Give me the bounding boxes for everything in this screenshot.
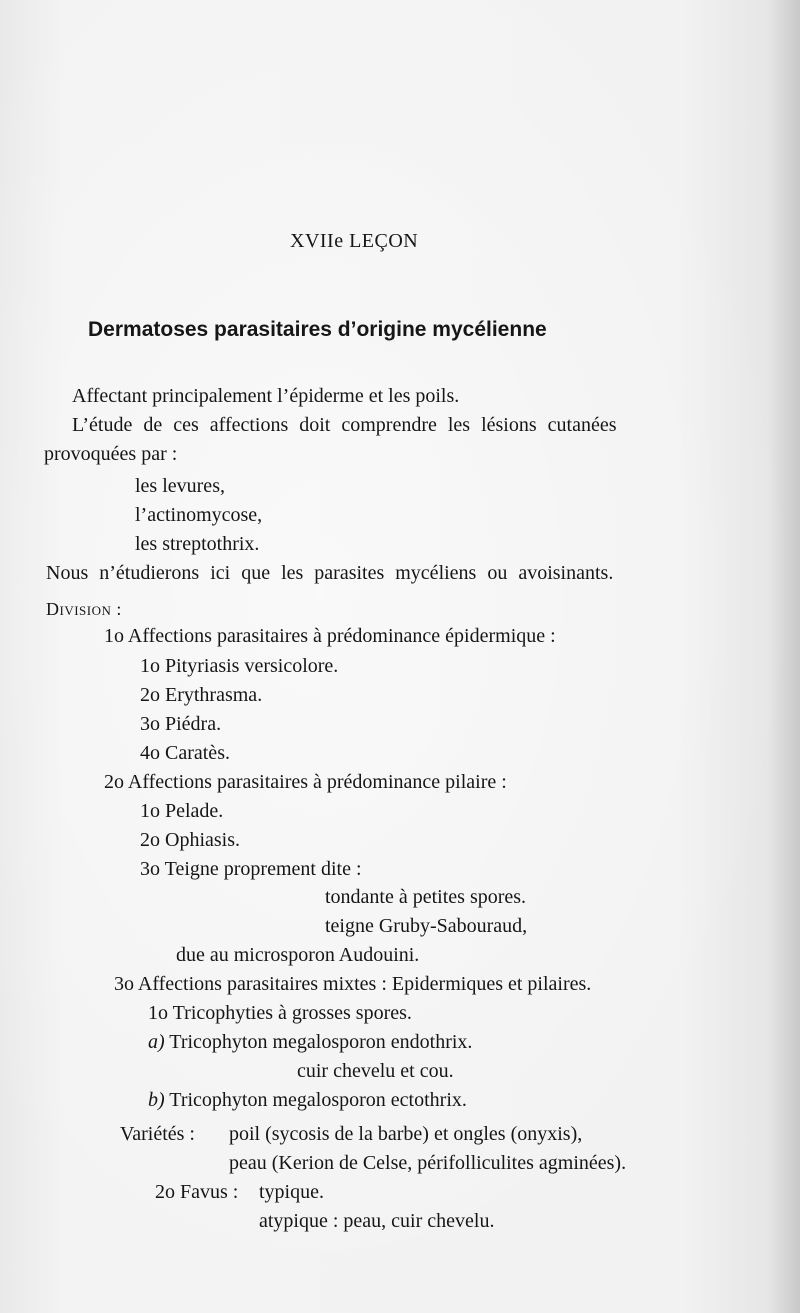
- lesson-heading: XVIIe LEÇON: [290, 230, 419, 252]
- group-2-item: 3o Teigne proprement dite :: [140, 858, 362, 880]
- variant-a-text: Tricophyton megalosporon endothrix.: [164, 1031, 473, 1053]
- teigne-line: teigne Gruby-Sabouraud,: [325, 915, 528, 937]
- division-label: Division :: [46, 599, 122, 619]
- group-1-label: 1o Affections parasitaires à prédominance épidermique :: [104, 625, 556, 647]
- teigne-line: due au microsporon Audouini.: [176, 944, 420, 966]
- variant-b-text: Tricophyton megalosporon ectothrix.: [164, 1089, 467, 1111]
- varietes-line: poil (sycosis de la barbe) et ongles (onyxis),: [229, 1123, 583, 1145]
- favus-label: 2o Favus :: [155, 1181, 239, 1203]
- varietes-label: Variétés :: [120, 1123, 195, 1145]
- group-2-item: 1o Pelade.: [140, 800, 224, 822]
- group-3-item: 1o Tricophyties à grosses spores.: [148, 1002, 412, 1024]
- chapter-title: Dermatoses parasitaires d’origine mycélienne: [88, 318, 547, 341]
- variant-a: [148, 1030, 472, 1054]
- cause-item: les levures,: [135, 475, 225, 497]
- favus-line: typique.: [259, 1181, 324, 1203]
- varietes-line: peau (Kerion de Celse, périfolliculites agminées).: [229, 1152, 627, 1174]
- teigne-line: tondante à petites spores.: [325, 886, 527, 908]
- intro-line-2: L’étude de ces affections doit comprendre les lésions cutanées: [72, 414, 617, 436]
- group-1-item: 4o Caratès.: [140, 742, 230, 764]
- variant-b-marker: b): [148, 1089, 165, 1111]
- group-2-label: 2o Affections parasitaires à prédominance pilaire :: [104, 771, 507, 793]
- cause-item: l’actinomycose,: [135, 504, 263, 526]
- intro-line-3: provoquées par :: [44, 443, 178, 465]
- group-2-item: 2o Ophiasis.: [140, 829, 240, 851]
- variant-a-continuation: cuir chevelu et cou.: [297, 1060, 454, 1082]
- group-3-label: 3o Affections parasitaires mixtes : Epidermiques et pilaires.: [114, 973, 592, 995]
- intro-line-1: Affectant principalement l’épiderme et les poils.: [72, 385, 460, 407]
- variant-a-marker: a): [148, 1031, 165, 1053]
- variant-b: [148, 1088, 467, 1112]
- cause-item: les streptothrix.: [135, 533, 260, 555]
- group-1-item: 1o Pityriasis versicolore.: [140, 655, 339, 677]
- group-1-item: 2o Erythrasma.: [140, 684, 263, 706]
- scope-note: Nous n’étudierons ici que les parasites mycéliens ou avoisinants.: [46, 562, 614, 584]
- group-1-item: 3o Piédra.: [140, 713, 222, 735]
- favus-line: atypique : peau, cuir chevelu.: [259, 1210, 495, 1232]
